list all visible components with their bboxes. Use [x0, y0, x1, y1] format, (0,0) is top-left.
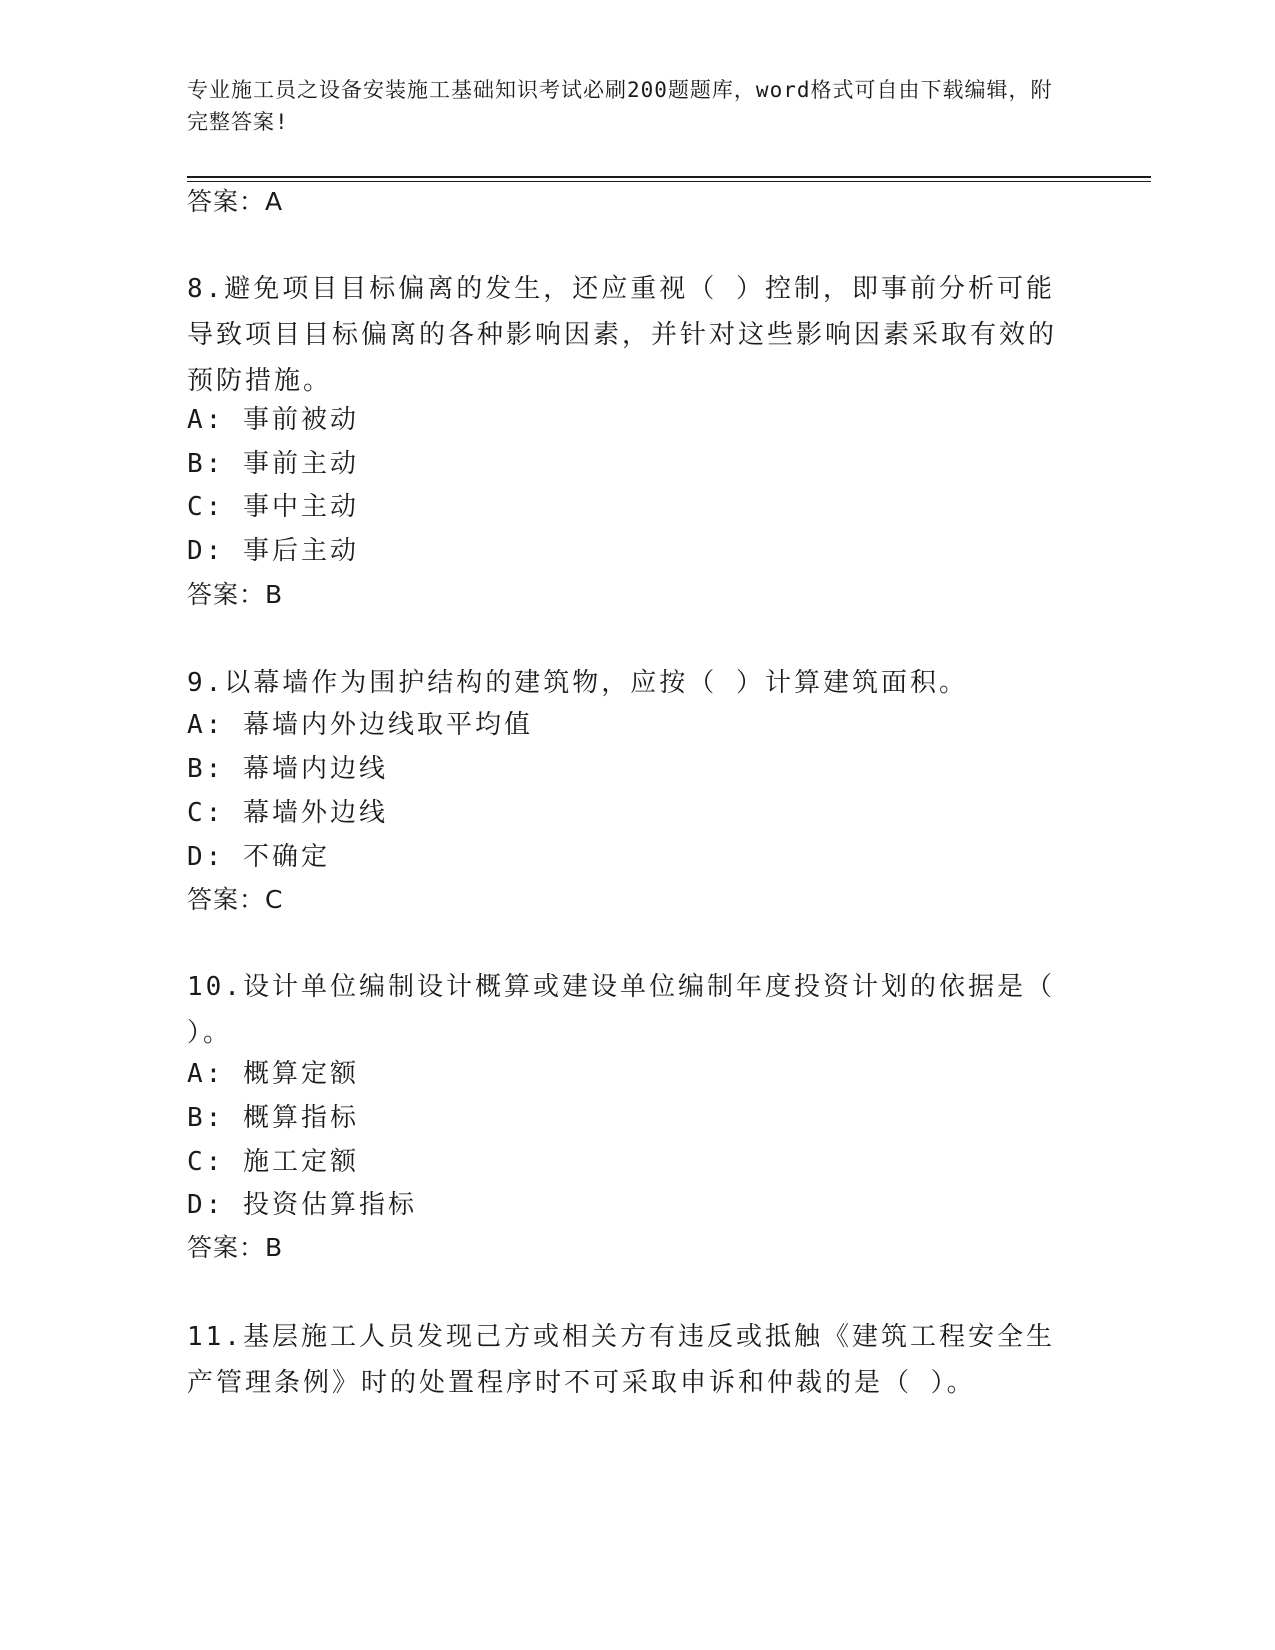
question-9-option-b: B: 幕墙内边线	[187, 754, 388, 784]
question-10-option-d: D: 投资估算指标	[187, 1190, 417, 1220]
page-header: 专业施工员之设备安装施工基础知识考试必刷200题题库，word格式可自由下载编辑，附完整答案!	[187, 78, 1053, 134]
header-divider-thin	[187, 181, 1151, 182]
question-9-option-c: C: 幕墙外边线	[187, 798, 388, 828]
question-10-option-c: C: 施工定额	[187, 1147, 359, 1177]
question-10-answer: 答案：B	[187, 1233, 284, 1262]
question-11-text: 11.基层施工人员发现己方或相关方有违反或抵触《建筑工程安全生产管理条例》时的处置程序时不可采取申诉和仲裁的是（ ）。	[187, 1322, 1055, 1398]
question-8-text: 8.避免项目目标偏离的发生，还应重视（ ）控制，即事前分析可能导致项目目标偏离的各种影响因素，并针对这些影响因素采取有效的预防措施。	[187, 274, 1058, 396]
question-8-option-c: C: 事中主动	[187, 492, 359, 522]
question-8-option-b: B: 事前主动	[187, 449, 359, 479]
question-9-answer: 答案：C	[187, 885, 284, 914]
answer-label: 答案：A	[187, 187, 284, 216]
question-8-answer: 答案：B	[187, 580, 284, 609]
question-10-text: 10.设计单位编制设计概算或建设单位编制年度投资计划的依据是（ ）。	[187, 972, 1055, 1048]
question-9-text: 9.以幕墙作为围护结构的建筑物，应按（ ）计算建筑面积。	[187, 668, 968, 698]
question-10-option-b: B: 概算指标	[187, 1103, 359, 1133]
question-9-option-d: D: 不确定	[187, 842, 330, 872]
question-10-option-a: A: 概算定额	[187, 1059, 359, 1089]
question-8-option-a: A: 事前被动	[187, 405, 359, 435]
header-divider	[187, 176, 1151, 178]
question-8-option-d: D: 事后主动	[187, 536, 359, 566]
question-9-option-a: A: 幕墙内外边线取平均值	[187, 710, 533, 740]
